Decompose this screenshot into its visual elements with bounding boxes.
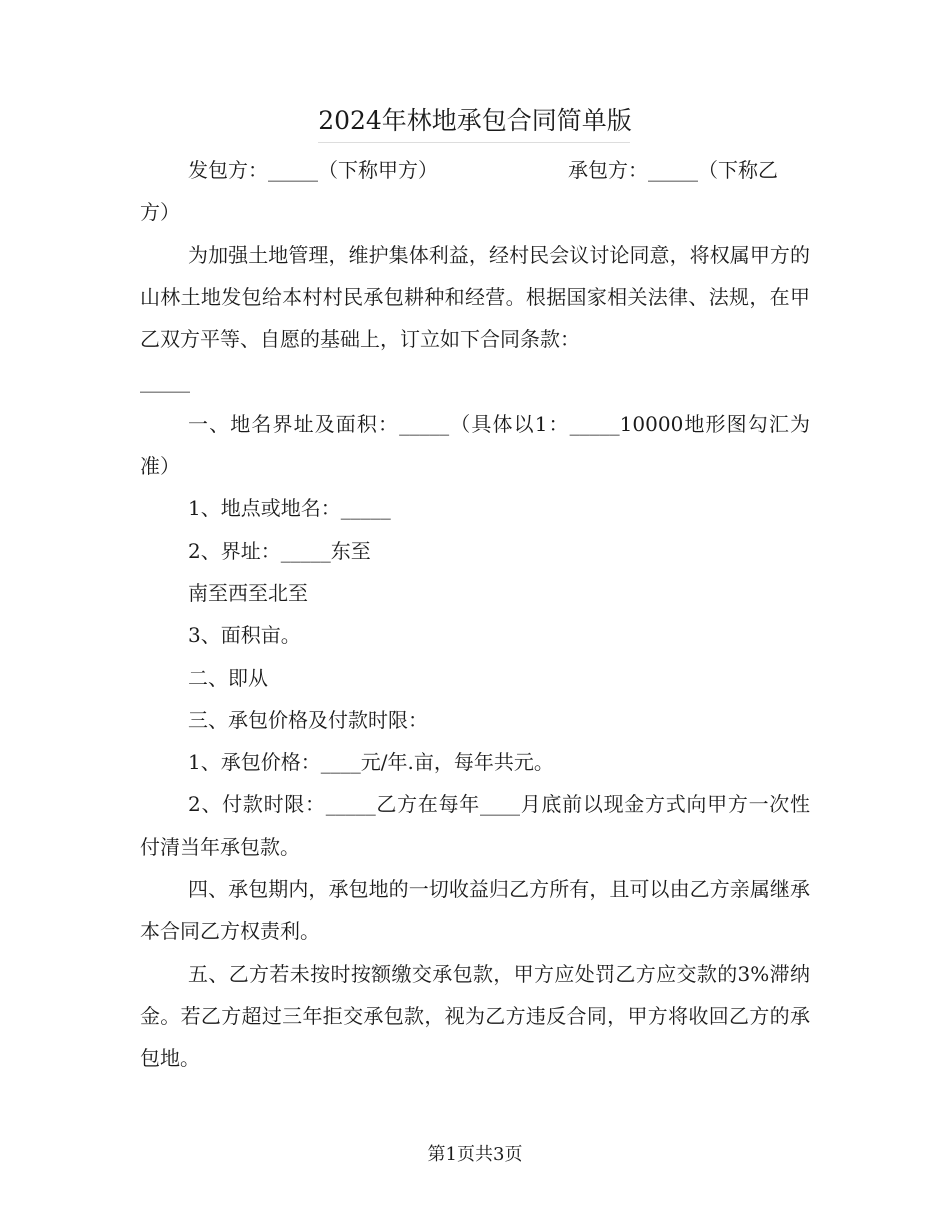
document-body bbox=[140, 149, 810, 1080]
paragraph-clause-1: 一、地名界址及面积：_____（具体以1：_____10000地形图勾汇为准） bbox=[140, 411, 810, 479]
paragraph-clause-4: 四、承包期内，承包地的一切收益归乙方所有，且可以由乙方亲属继承本合同乙方权责利。 bbox=[140, 877, 810, 944]
party-a-label: 发包方：_____（下称甲方） bbox=[188, 158, 438, 182]
paragraph-blank-line: _____ bbox=[140, 369, 190, 394]
paragraph-location: 1、地点或地名：_____ bbox=[188, 496, 391, 521]
parties-line bbox=[140, 149, 810, 191]
paragraph-boundary-directions: 南至西至北至 bbox=[188, 580, 308, 605]
paragraph-intro: 为加强土地管理，维护集体利益，经村民会议讨论同意，将权属甲方的山林土地发包给本村村民承包耕种和经营。根据国家相关法律、法规，在甲乙双方平等、自愿的基础上，订立如下合同条款： bbox=[140, 242, 810, 352]
paragraph-boundary: 2、界址：_____东至 bbox=[188, 538, 371, 563]
party-b-continuation: 方） bbox=[140, 200, 180, 225]
paragraph-price: 1、承包价格：____元/年.亩，每年共元。 bbox=[188, 750, 554, 775]
paragraph-payment-term: 2、付款时限：_____乙方在每年____月底前以现金方式向甲方一次性付清当年承包款。 bbox=[140, 792, 810, 859]
paragraph-clause-3: 三、承包价格及付款时限： bbox=[188, 707, 428, 732]
page-footer: 第1页共3页 bbox=[427, 1144, 523, 1165]
title-underline bbox=[318, 142, 630, 143]
party-b-label: 承包方：_____（下称乙 bbox=[568, 158, 778, 182]
paragraph-area: 3、面积亩。 bbox=[188, 623, 301, 648]
document-title: 2024年林地承包合同简单版 bbox=[318, 106, 632, 135]
paragraph-clause-5: 五、乙方若未按时按额缴交承包款，甲方应处罚乙方应交款的3%滞纳金。若乙方超过三年拒交承包款，视为乙方违反合同，甲方将收回乙方的承包地。 bbox=[140, 961, 810, 1071]
paragraph-clause-2: 二、即从 bbox=[188, 665, 268, 690]
